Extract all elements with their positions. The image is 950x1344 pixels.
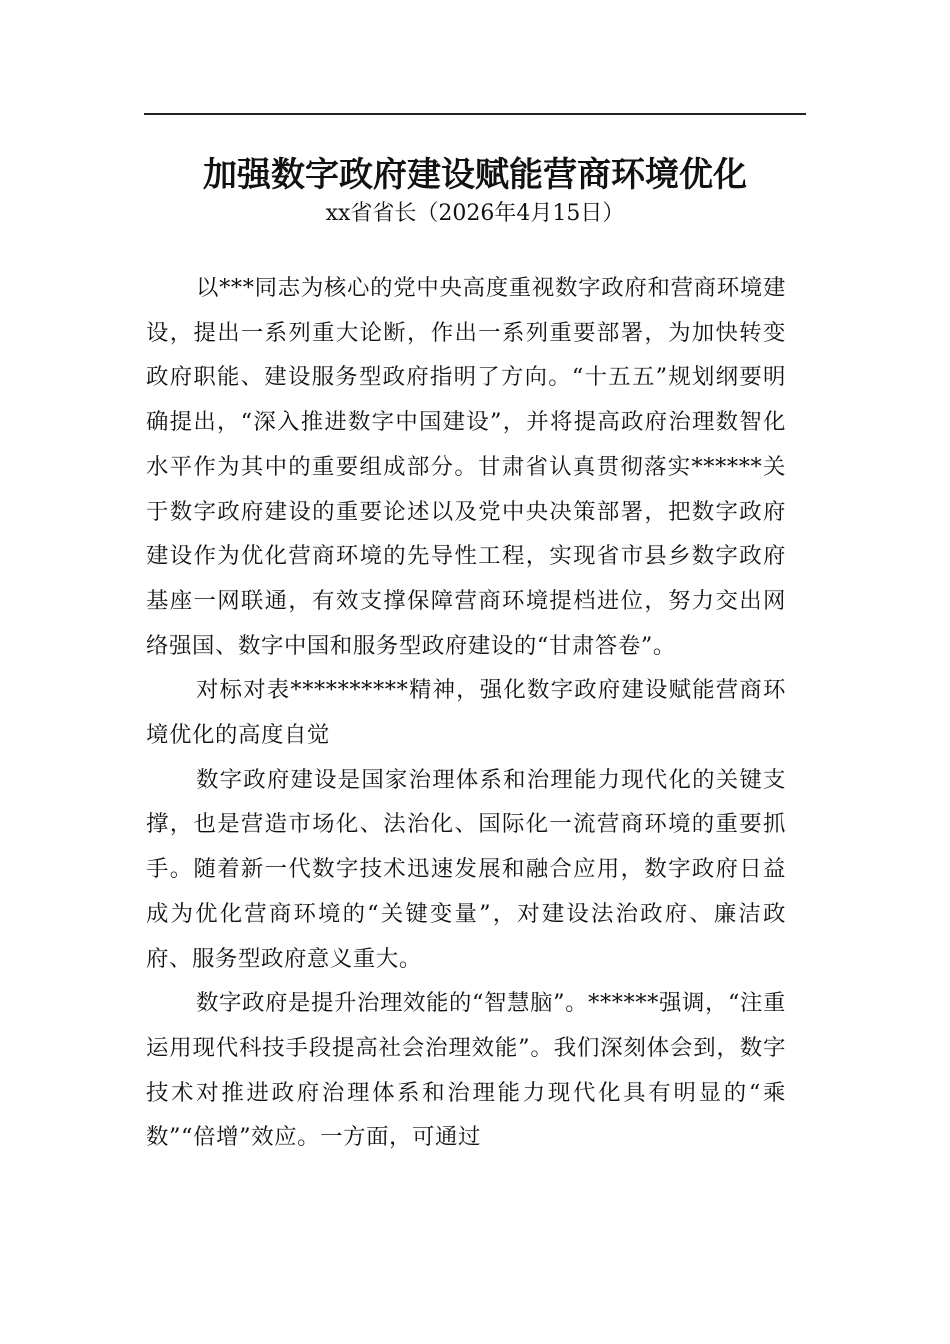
paragraph-2: 对标对表**********精神，强化数字政府建设赋能营商环境优化的高度自觉	[146, 677, 786, 749]
paragraph-3: 数字政府建设是国家治理体系和治理能力现代化的关键支撑，也是营造市场化、法治化、国际化一流营商环境的重要抓手。随着新一代数字技术迅速发展和融合应用，数字政府日益成为优化营商环境的“关键变量”，对建设法治政府、廉洁政府、服务型政府意义重大。	[146, 766, 786, 972]
paragraph-1: 以***同志为核心的党中央高度重视数字政府和营商环境建设，提出一系列重大论断，作出一系列重要部署，为加快转变政府职能、建设服务型政府指明了方向。“十五五”规划纲要明确提出，“深入推进数字中国建设”，并将提高政府治理数智化水平作为其中的重要组成部分。甘肃省认真贯彻落实******关于数字政府建设的重要论述以及党中央决策部署，把数字政府建设作为优化营商环境的先导性工程，实现省市县乡数字政府基座一网联通，有效支撑保障营商环境提档进位，努力交出网络强国、数字中国和服务型政府建设的“甘肃答卷”。	[146, 275, 786, 659]
paragraph-4: 数字政府是提升治理效能的“智慧脑”。******强调，“注重运用现代科技手段提高社会治理效能”。我们深刻体会到，数字技术对推进政府治理体系和治理能力现代化具有明显的“乘数”“倍增”效应。一方面，可通过	[146, 990, 786, 1151]
document-body	[146, 266, 786, 1160]
document-title: 加强数字政府建设赋能营商环境优化	[203, 155, 747, 195]
document-byline: xx省省长（2026年4月15日）	[325, 201, 625, 226]
header-rule	[144, 113, 806, 115]
